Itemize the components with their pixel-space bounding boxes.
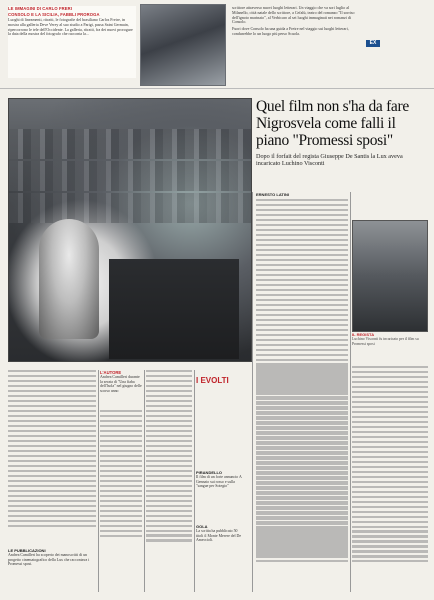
evolti-label: I EVOLTI	[196, 376, 229, 385]
publication-text: Andrea Camilleri ha scoperto dei manoscritti di un progetto cinematografico della Lux che raccontava i Promessi sposi.	[8, 553, 90, 567]
top-left-box	[8, 6, 136, 78]
article-subhead: Dopo il forfait del regista Giuseppe De Santis la Lux aveva incaricato Luchino Visconti	[256, 153, 403, 168]
body-text-lines	[146, 370, 192, 542]
sidebar-title: PIRANDELLO	[196, 470, 222, 475]
lower-column-1	[8, 370, 96, 530]
body-text-lines	[256, 366, 348, 562]
ex-badge: EX	[366, 40, 380, 47]
caption-text: Andrea Camilleri durante la serata di "Una fiaba dell'Isola" nel giugno delle scorso anno	[100, 375, 142, 393]
publication-title: LE PUBBLICAZIONI	[8, 548, 46, 553]
body-text-lines	[100, 410, 142, 537]
body-text-lines	[8, 370, 96, 527]
visconti-caption	[352, 332, 426, 348]
body-text-lines	[352, 366, 428, 562]
top-divider	[0, 88, 434, 89]
column-rule	[252, 192, 253, 592]
main-photo-caption	[100, 370, 142, 393]
sidebar-title: GOLA	[196, 524, 208, 529]
headline-block	[256, 98, 428, 168]
top-portrait-photo	[140, 4, 226, 86]
article-headline: Quel film non s'ha da fare Nigrosvela come falli il piano "Promessi sposi"	[256, 98, 409, 149]
crowd-background	[9, 193, 251, 223]
top-right-text	[232, 6, 362, 56]
speaker-figure	[39, 219, 99, 339]
byline: ERNESTO LATINI	[256, 192, 289, 197]
visconti-caption-text: Luchino Visconti fu incaricato per il film su Promessi sposi	[352, 337, 419, 346]
top-left-subrubric: CONSOLO E LA SICILIA, FABBLI PROROGA	[8, 12, 100, 17]
sidebar-item-pirandello	[196, 470, 244, 489]
visconti-photo	[352, 220, 428, 332]
body-column-3	[256, 366, 348, 565]
top-left-text: Luoghi di lineamenti, ritratti, le fotografie del brasiliano Carlos Freire, in mostra alla galleria Deve Verey al suo studio a Parigi, passa Saint Germain, ripercorrono le tele dell'Occidente. La galleria, ritratti, fra dei nuovi prorogare la data della mostra del fotografo che racconta la...	[8, 17, 133, 37]
main-photo-camilleri	[8, 98, 252, 362]
top-right-paragraph: scrittore attraverso nuovi luoghi letterari. Un viaggio che va sori luglio al Milanello, città natale dello scrittore, a Cefalù, teatro del romanzo "Il sorriso dell'ignoto marinaio", al Verbicaro al sei luoghi immaginati nei romanzi di Consolo.	[232, 5, 355, 25]
publication-box	[8, 548, 96, 567]
body-column-2	[352, 366, 428, 565]
caption-rubric: L'AUTORE	[100, 370, 122, 375]
lower-column-2	[100, 410, 142, 540]
sidebar-item-gola	[196, 524, 244, 543]
top-left-rubric: LE IMMAGINI DI CARLO FRERI	[8, 6, 73, 11]
column-rule	[194, 370, 195, 592]
sidebar-text: La scritta ha pubblicato 50 titoli il Monte Merere del De Ameccioli.	[196, 529, 242, 543]
crowd-background	[9, 129, 251, 159]
lower-column-3	[146, 370, 192, 544]
audience-foreground	[109, 259, 239, 359]
top-right-paragraph-2: Fuori dove Consolo ha una guida a Freire nel viaggio sui luoghi letterari, condurrebbe lo un luogo più perso Scuola.	[232, 26, 349, 36]
crowd-background	[9, 161, 251, 191]
column-rule	[144, 370, 145, 592]
column-rule	[98, 370, 99, 592]
visconti-caption-title: IL REGISTA	[352, 332, 375, 337]
column-rule	[350, 192, 351, 592]
sidebar-text: Il film di un forte annuncio A Gennaio sui rosso e sulla "sangue per Sotegio"	[196, 475, 242, 489]
